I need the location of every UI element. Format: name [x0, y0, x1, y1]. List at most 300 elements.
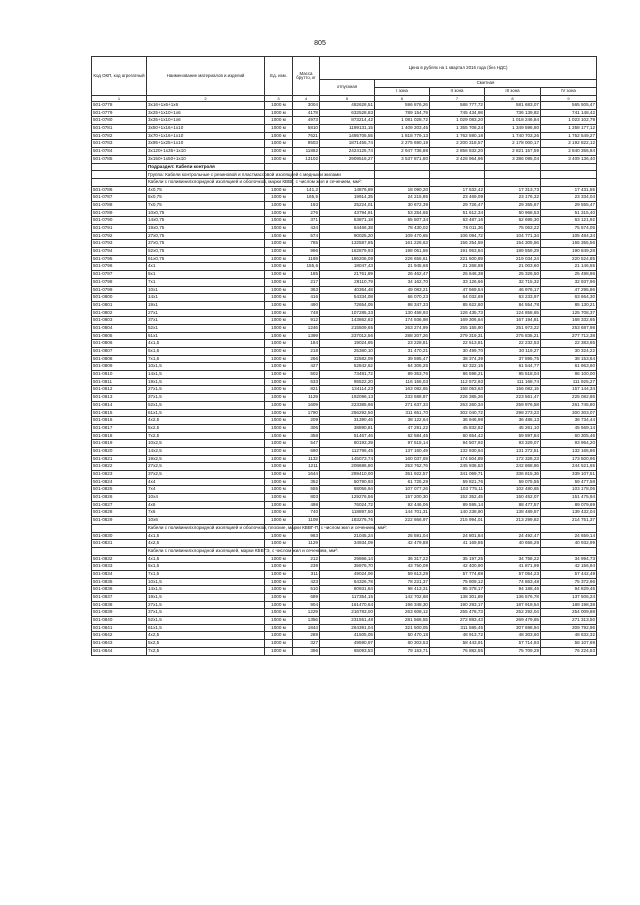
cell-price-zone-2: 588 777,72 — [430, 102, 485, 110]
cell-mass: 1844 — [293, 624, 320, 632]
table-row — [92, 586, 597, 594]
cell-price-release: 117354,15 — [320, 594, 375, 602]
cell-price-zone-3: 30 119,27 — [485, 348, 541, 356]
cell-name: 7х2,5 — [147, 647, 265, 655]
cell-name: 14х0,75 — [147, 217, 265, 225]
cell-price-zone-1: 253 762,76 — [375, 463, 430, 471]
cell-price-zone-2: 103 775,11 — [430, 486, 485, 494]
colnum: 6 — [375, 96, 430, 102]
cell-name: 27х1,5 — [147, 386, 265, 394]
cell-unit: 1000 м — [265, 601, 293, 609]
cell-price-zone-1: 92 446,06 — [375, 501, 430, 509]
cell-name: 37х0,75 — [147, 240, 265, 248]
table-row — [92, 594, 597, 602]
cell-name: 4х2,5 — [147, 417, 265, 425]
cell-price-zone-2: 255 478,73 — [430, 609, 485, 617]
cell-unit: 1000 м — [265, 309, 293, 317]
cell-code: 501-0781 — [92, 125, 147, 133]
cell-price-release: 72654,05 — [320, 301, 375, 309]
cell-price-zone-2: 60 654,42 — [430, 432, 485, 440]
cell-price-zone-1: 66 070,23 — [375, 294, 430, 302]
cell-code: 501-0837 — [92, 594, 147, 602]
cell-name: 19х1,5 — [147, 594, 265, 602]
table-row — [92, 647, 597, 655]
cell-price-zone-3: 131 272,51 — [485, 447, 541, 455]
cell-price-zone-3: 84 554,78 — [485, 301, 541, 309]
cell-price-zone-1: 79 153,71 — [375, 647, 430, 655]
cell-unit: 1000 м — [265, 409, 293, 417]
cell-name: 19х1,5 — [147, 378, 265, 386]
cell-mass: 1229 — [293, 609, 320, 617]
empty-cell — [375, 547, 430, 555]
cell-price-zone-3: 1 018 246,84 — [485, 117, 541, 125]
cell-code: 501-0791 — [92, 225, 147, 233]
cell-price-zone-3: 25 326,50 — [485, 271, 541, 279]
cell-price-zone-4: 277 712,38 — [541, 332, 597, 340]
table-row — [92, 225, 597, 233]
cell-unit: 1000 м — [265, 624, 293, 632]
cell-mass: 165,5 — [293, 194, 320, 202]
header-zone-1: I зона — [375, 88, 430, 96]
cell-price-zone-3: 736 139,82 — [485, 109, 541, 117]
cell-price-zone-4: 105 484,34 — [541, 232, 597, 240]
cell-price-zone-2: 75 809,12 — [430, 578, 485, 586]
cell-price-zone-3: 75 709,29 — [485, 647, 541, 655]
cell-price-release: 31390,45 — [320, 417, 375, 425]
cell-name: 37х2,5 — [147, 471, 265, 479]
cell-price-zone-4: 190 849,28 — [541, 248, 597, 256]
cell-price-zone-4: 1 752 549,27 — [541, 132, 597, 140]
cell-price-zone-3: 2 821 157,59 — [485, 148, 541, 156]
cell-price-zone-4: 25 498,86 — [541, 271, 597, 279]
cell-code: 501-0832 — [92, 555, 147, 563]
empty-cell — [92, 163, 147, 171]
cell-price-zone-2: 156 254,59 — [430, 240, 485, 248]
cell-price-zone-3: 187 919,54 — [485, 601, 541, 609]
cell-price-zone-1: 198 061,59 — [375, 248, 430, 256]
cell-price-zone-2: 21 268,88 — [430, 263, 485, 271]
cell-code: 501-0827 — [92, 501, 147, 509]
cell-code: 501-0810 — [92, 371, 147, 379]
cell-name: 5х2,5 — [147, 640, 265, 648]
cell-price-release: 49590,97 — [320, 640, 375, 648]
table-row — [92, 386, 597, 394]
cell-price-zone-4: 261 745,80 — [541, 401, 597, 409]
cell-price-zone-1: 97 515,14 — [375, 440, 430, 448]
cell-price-zone-3: 581 683,07 — [485, 102, 541, 110]
cell-price-zone-3: 59 075,55 — [485, 478, 541, 486]
cell-code: 501-0816 — [92, 417, 147, 425]
cell-code: 501-0808 — [92, 355, 147, 363]
cell-name: 3х95+1х25+1х10 — [147, 140, 265, 148]
cell-code: 501-0842 — [92, 632, 147, 640]
table-row — [92, 378, 597, 386]
cell-mass: 352 — [293, 478, 320, 486]
cell-code: 501-0798 — [92, 278, 147, 286]
cell-unit: 1000 м — [265, 148, 293, 156]
empty-cell — [430, 171, 485, 179]
cell-code: 501-0794 — [92, 248, 147, 256]
cell-code: 501-0800 — [92, 294, 147, 302]
cell-price-release: 88056,94 — [320, 486, 375, 494]
cell-name: 61х1,5 — [147, 409, 265, 417]
table-row — [92, 286, 597, 294]
header-unit: Ед. изм. — [265, 57, 293, 96]
table-row — [92, 432, 597, 440]
cell-mass: 904 — [293, 601, 320, 609]
cell-price-zone-3: 138 489,57 — [485, 509, 541, 517]
cell-price-release: 145073,74 — [320, 455, 375, 463]
cell-price-zone-2: 158 053,63 — [430, 386, 485, 394]
cell-code: 501-0834 — [92, 570, 147, 578]
cell-price-zone-2: 106 094,72 — [430, 232, 485, 240]
cell-code: 501-0806 — [92, 340, 147, 348]
cell-price-zone-3: 111 168,74 — [485, 378, 541, 386]
cell-mass: 689 — [293, 594, 320, 602]
cell-unit: 1000 м — [265, 578, 293, 586]
empty-cell — [92, 524, 147, 532]
cell-price-zone-4: 21 146,55 — [541, 263, 597, 271]
cell-price-zone-3: 63 233,97 — [485, 294, 541, 302]
cell-unit: 1000 м — [265, 555, 293, 563]
cell-price-zone-4: 47 295,86 — [541, 286, 597, 294]
table-row — [92, 248, 597, 256]
cell-price-zone-1: 89 353,76 — [375, 371, 430, 379]
cell-unit: 1000 м — [265, 417, 293, 425]
cell-price-zone-4: 36 734,44 — [541, 417, 597, 425]
cell-price-zone-2: 3 428 964,96 — [430, 155, 485, 163]
cell-code: 501-0785 — [92, 155, 147, 163]
cell-price-zone-4: 565 505,47 — [541, 102, 597, 110]
cell-price-zone-1: 25 591,04 — [375, 532, 430, 540]
cell-price-release: 208686,80 — [320, 463, 375, 471]
cell-price-zone-3: 45 261,10 — [485, 424, 541, 432]
cell-price-zone-4: 17 431,55 — [541, 186, 597, 194]
cell-price-zone-1: 23 228,81 — [375, 340, 430, 348]
cell-price-zone-3: 94 188,46 — [485, 586, 541, 594]
cell-price-zone-2: 245 936,53 — [430, 463, 485, 471]
cell-price-zone-4: 132 165,86 — [541, 447, 597, 455]
cell-unit: 1000 м — [265, 102, 293, 110]
cell-price-zone-2: 86 598,21 — [430, 371, 485, 379]
cell-mass: 266 — [293, 355, 320, 363]
cell-unit: 1000 м — [265, 478, 293, 486]
cell-price-release: 134114,23 — [320, 386, 375, 394]
cell-price-zone-3: 17 313,73 — [485, 186, 541, 194]
cell-price-zone-1: 196 348,30 — [375, 601, 430, 609]
cell-code: 501-0826 — [92, 494, 147, 502]
cell-unit: 1000 м — [265, 432, 293, 440]
cell-unit: 1000 м — [265, 355, 293, 363]
cell-name: 3х120+1х35+1х10 — [147, 148, 265, 156]
group-title: Кабели с поливинилхлоридной изоляцией и оболочкой, марки КВВГ, с числом жил и сечением, мм²: — [148, 179, 362, 185]
cell-price-release: 64466,38 — [320, 225, 375, 233]
cell-price-release: 90025,20 — [320, 232, 375, 240]
cell-name: 7х2,5 — [147, 432, 265, 440]
cell-price-zone-4: 59 477,58 — [541, 478, 597, 486]
table-row — [92, 409, 597, 417]
table-row — [92, 486, 597, 494]
cell-price-release: 223385,96 — [320, 401, 375, 409]
cell-price-zone-2: 36 946,98 — [430, 417, 485, 425]
empty-cell — [92, 171, 147, 179]
cell-unit: 1000 м — [265, 263, 293, 271]
cell-price-release: 38890,81 — [320, 424, 375, 432]
cell-unit: 1000 м — [265, 286, 293, 294]
cell-price-zone-2: 63 487,16 — [430, 217, 485, 225]
cell-price-zone-4: 30 324,22 — [541, 348, 597, 356]
group-row — [92, 171, 597, 179]
cell-price-release: 25380,10 — [320, 348, 375, 356]
cell-price-release: 264391,04 — [320, 624, 375, 632]
empty-cell — [430, 547, 485, 555]
cell-price-zone-2: 263 260,34 — [430, 401, 485, 409]
table-row — [92, 309, 597, 317]
cell-price-zone-1: 78 221,37 — [375, 578, 430, 586]
cell-price-zone-4: 254 009,88 — [541, 609, 597, 617]
group-row — [92, 524, 597, 532]
cell-unit: 1000 м — [265, 240, 293, 248]
header-price: Цена в рублях на 1 квартал 2016 года (без НДС) — [320, 57, 597, 80]
cell-price-zone-3: 259 976,58 — [485, 401, 541, 409]
cell-mass: 1129 — [293, 540, 320, 548]
cell-price-zone-4: 151 475,94 — [541, 494, 597, 502]
cell-price-zone-2: 94 507,92 — [430, 440, 485, 448]
cell-price-zone-3: 2 178 000,17 — [485, 140, 541, 148]
cell-price-zone-4: 57 442,49 — [541, 570, 597, 578]
table-row — [92, 417, 597, 425]
cell-price-zone-1: 78 430,02 — [375, 225, 430, 233]
cell-name: 7х1,5 — [147, 570, 265, 578]
cell-mass: 1790 — [293, 409, 320, 417]
cell-code: 501-0813 — [92, 394, 147, 402]
cell-price-zone-4: 271 313,50 — [541, 617, 597, 625]
cell-price-zone-4: 139 432,04 — [541, 509, 597, 517]
cell-price-zone-3: 223 561,47 — [485, 394, 541, 402]
cell-name: 10х6 — [147, 517, 265, 525]
cell-name: 27х0,75 — [147, 232, 265, 240]
cell-mass: 740 — [293, 509, 320, 517]
cell-name: 7х1 — [147, 278, 265, 286]
table-row — [92, 371, 597, 379]
cell-name: 7х0,75 — [147, 201, 265, 209]
cell-mass: 547 — [293, 440, 320, 448]
cell-price-zone-1: 18 090,20 — [375, 186, 430, 194]
cell-price-zone-3: 1 349 596,80 — [485, 125, 541, 133]
cell-price-zone-1: 60 303,53 — [375, 640, 430, 648]
cell-mass: 1169 — [293, 255, 320, 263]
cell-price-zone-3: 275 835,21 — [485, 332, 541, 340]
table-row — [92, 555, 597, 563]
cell-unit: 1000 м — [265, 378, 293, 386]
cell-unit: 1000 м — [265, 125, 293, 133]
cell-code: 501-0803 — [92, 317, 147, 325]
cell-name: 19х0,75 — [147, 225, 265, 233]
cell-price-release: 76024,72 — [320, 501, 375, 509]
empty-cell — [375, 163, 430, 171]
table-row — [92, 232, 597, 240]
cell-price-zone-1: 222 866,97 — [375, 517, 430, 525]
cell-mass: 423 — [293, 578, 320, 586]
cell-mass: 9503 — [293, 140, 320, 148]
cell-price-zone-4: 75 372,96 — [541, 578, 597, 586]
cell-name: 37х1 — [147, 317, 265, 325]
cell-price-zone-3: 150 452,07 — [485, 494, 541, 502]
cell-unit: 1000 м — [265, 563, 293, 571]
cell-price-zone-1: 36 317,22 — [375, 555, 430, 563]
cell-unit: 1000 м — [265, 371, 293, 379]
table-row — [92, 455, 597, 463]
cell-price-zone-2: 85 622,80 — [430, 301, 485, 309]
cell-price-zone-4: 45 569,14 — [541, 424, 597, 432]
cell-name: 10х0,75 — [147, 209, 265, 217]
cell-name: 61х0,75 — [147, 255, 265, 263]
cell-price-release: 41505,05 — [320, 632, 375, 640]
cell-price-zone-4: 339 107,51 — [541, 471, 597, 479]
cell-price-zone-3: 23 176,32 — [485, 194, 541, 202]
cell-price-zone-4: 137 506,24 — [541, 594, 597, 602]
cell-unit: 1000 м — [265, 632, 293, 640]
cell-price-zone-2: 58 443,91 — [430, 640, 485, 648]
cell-price-zone-1: 142 702,68 — [375, 594, 430, 602]
cell-price-zone-4: 253 687,98 — [541, 324, 597, 332]
cell-price-zone-1: 65 507,34 — [375, 217, 430, 225]
cell-name: 10х2,5 — [147, 440, 265, 448]
empty-cell — [430, 524, 485, 532]
empty-cell — [541, 163, 597, 171]
cell-code: 501-0825 — [92, 486, 147, 494]
cell-code: 501-0839 — [92, 609, 147, 617]
cell-unit: 1000 м — [265, 186, 293, 194]
cell-price-zone-2: 745 434,98 — [430, 109, 485, 117]
cell-unit: 1000 м — [265, 509, 293, 517]
cell-price-release: 1495706,55 — [320, 132, 375, 140]
table-row — [92, 109, 597, 117]
subsection-title: Подраздел: Кабели контроля — [147, 163, 265, 171]
cell-price-zone-1: 233 588,87 — [375, 394, 430, 402]
colnum: 7 — [430, 96, 485, 102]
cell-price-zone-2: 23 469,09 — [430, 194, 485, 202]
cell-price-zone-3: 269 479,65 — [485, 617, 541, 625]
empty-cell — [541, 171, 597, 179]
colnum: 8 — [485, 96, 541, 102]
cell-name: 19х1 — [147, 301, 265, 309]
cell-price-zone-3: 213 299,82 — [485, 517, 541, 525]
cell-price-zone-4: 75 574,05 — [541, 225, 597, 233]
cell-code: 501-0822 — [92, 463, 147, 471]
cell-price-zone-3: 219 034,24 — [485, 255, 541, 263]
cell-mass: 141,2 — [293, 186, 320, 194]
cell-price-zone-2: 341 069,71 — [430, 471, 485, 479]
cell-unit: 1000 м — [265, 301, 293, 309]
cell-unit: 1000 м — [265, 109, 293, 117]
table-row — [92, 363, 597, 371]
cell-unit: 1000 м — [265, 647, 293, 655]
cell-price-release: 112796,45 — [320, 447, 375, 455]
cell-price-release: 161470,64 — [320, 601, 375, 609]
cell-mass: 306 — [293, 424, 320, 432]
cell-unit: 1000 м — [265, 140, 293, 148]
empty-cell — [541, 547, 597, 555]
cell-price-zone-3: 104 771,34 — [485, 232, 541, 240]
cell-unit: 1000 м — [265, 294, 293, 302]
cell-price-zone-4: 60 305,46 — [541, 432, 597, 440]
cell-code: 501-0841 — [92, 624, 147, 632]
cell-price-zone-3: 1 740 703,26 — [485, 132, 541, 140]
cell-price-zone-3: 36 486,13 — [485, 417, 541, 425]
cell-price-zone-4: 63 664,30 — [541, 294, 597, 302]
cell-mass: 1356 — [293, 617, 320, 625]
cell-code: 501-0805 — [92, 332, 147, 340]
cell-price-zone-2: 174 504,89 — [430, 455, 485, 463]
cell-code: 501-0789 — [92, 209, 147, 217]
cell-price-zone-1: 64 305,25 — [375, 363, 430, 371]
cell-price-zone-3: 156 082,15 — [485, 386, 541, 394]
cell-price-zone-1: 2 275 690,19 — [375, 140, 430, 148]
cell-unit: 1000 м — [265, 617, 293, 625]
colnum: 2 — [147, 96, 265, 102]
cell-price-zone-1: 130 458,93 — [375, 309, 430, 317]
cell-name: 3х150+1х50+1х10 — [147, 155, 265, 163]
cell-price-release: 95522,20 — [320, 378, 375, 386]
cell-price-zone-1: 226 655,61 — [375, 255, 430, 263]
cell-price-zone-3: 24 492,47 — [485, 532, 541, 540]
cell-price-zone-1: 263 274,99 — [375, 324, 430, 332]
cell-price-zone-4: 2 192 822,12 — [541, 140, 597, 148]
cell-price-zone-3: 167 194,81 — [485, 317, 541, 325]
cell-mass: 502 — [293, 371, 320, 379]
cell-name: 7х1,5 — [147, 355, 265, 363]
cell-price-zone-4: 125 708,37 — [541, 309, 597, 317]
cell-name: 10х4 — [147, 494, 265, 502]
cell-unit: 1000 м — [265, 386, 293, 394]
cell-price-release: 215509,65 — [320, 324, 375, 332]
cell-price-release: 54334,08 — [320, 294, 375, 302]
cell-price-zone-2: 140 238,90 — [430, 509, 485, 517]
cell-price-zone-4: 40 932,99 — [541, 540, 597, 548]
cell-name: 4х1,5 — [147, 340, 265, 348]
cell-code: 501-0830 — [92, 532, 147, 540]
cell-mass: 184 — [293, 340, 320, 348]
cell-code: 501-0807 — [92, 348, 147, 356]
cell-code: 501-0818 — [92, 432, 147, 440]
cell-price-zone-1: 288 207,26 — [375, 332, 430, 340]
subsection-row — [92, 163, 597, 171]
cell-unit: 1000 м — [265, 532, 293, 540]
cell-unit: 1000 м — [265, 255, 293, 263]
cell-unit: 1000 м — [265, 363, 293, 371]
cell-price-zone-4: 189 198,38 — [541, 601, 597, 609]
cell-price-release: 632528,83 — [320, 109, 375, 117]
cell-code: 501-0796 — [92, 263, 147, 271]
cell-unit: 1000 м — [265, 501, 293, 509]
cell-price-zone-1: 271 637,33 — [375, 401, 430, 409]
cell-price-zone-3: 37 895,75 — [485, 355, 541, 363]
cell-price-zone-2: 64 032,69 — [430, 294, 485, 302]
table-row — [92, 209, 597, 217]
group-title: Кабели с поливинилхлоридной изоляцией и оболочкой, плоские, марки КВВГ-П, с числом жил и сечением, мм²: — [148, 525, 387, 531]
cell-price-zone-2: 1 762 590,18 — [430, 132, 485, 140]
cell-price-release: 51467,46 — [320, 432, 375, 440]
cell-code: 501-0824 — [92, 478, 147, 486]
table-row — [92, 117, 597, 125]
cell-unit: 1000 м — [265, 324, 293, 332]
cell-code: 501-0780 — [92, 117, 147, 125]
cell-unit: 1000 м — [265, 132, 293, 140]
cell-price-zone-3: 62 695,30 — [485, 217, 541, 225]
cell-unit: 1000 м — [265, 440, 293, 448]
cell-price-zone-4: 103 178,06 — [541, 486, 597, 494]
